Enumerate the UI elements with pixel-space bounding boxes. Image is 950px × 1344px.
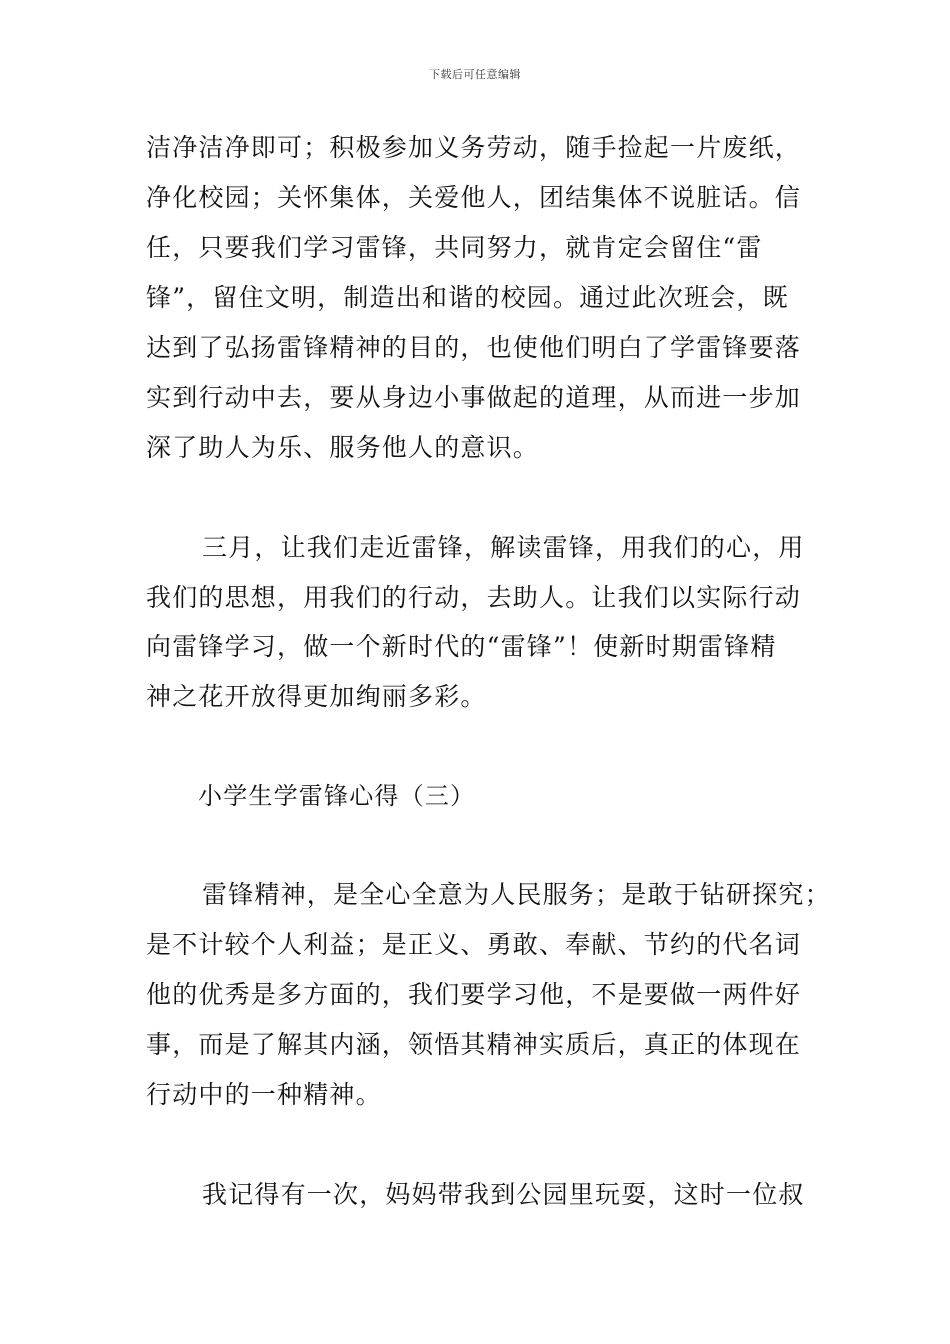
- paragraph-1-line-7: 深了助人为乐、服务他人的意识。: [146, 433, 540, 462]
- paragraph-2-line-2: 我们的思想，用我们的行动，去助人。让我们以实际行动: [146, 583, 802, 612]
- paragraph-3-line-2: 是不计较个人利益；是正义、勇敢、奉献、节约的代名词: [146, 930, 802, 959]
- paragraph-3-line-3: 他的优秀是多方面的，我们要学习他，不是要做一两件好: [146, 980, 802, 1009]
- paragraph-3-line-4: 事，而是了解其内涵，领悟其精神实质后，真正的体现在: [146, 1030, 802, 1059]
- paragraph-4-line-1: 我记得有一次，妈妈带我到公园里玩耍，这时一位叔: [202, 1180, 805, 1209]
- paragraph-1-line-5: 达到了弘扬雷锋精神的目的，也使他们明白了学雷锋要落: [146, 333, 802, 362]
- paragraph-2-line-4: 神之花开放得更加绚丽多彩。: [146, 682, 487, 711]
- section-heading: 小学生学雷锋心得（三）: [198, 782, 476, 810]
- page-header: 下载后可任意编辑: [429, 68, 521, 81]
- paragraph-2-line-3: 向雷锋学习，做一个新时代的“雷锋”！使新时期雷锋精: [146, 632, 777, 661]
- paragraph-3-line-5: 行动中的一种精神。: [146, 1080, 382, 1109]
- paragraph-1-line-6: 实到行动中去，要从身边小事做起的道理，从而进一步加: [146, 383, 802, 412]
- paragraph-1-line-1: 洁净洁净即可；积极参加义务劳动，随手捡起一片废纸，: [146, 133, 802, 162]
- paragraph-2-line-1: 三月，让我们走近雷锋，解读雷锋，用我们的心，用: [202, 533, 805, 562]
- paragraph-1-line-3: 任，只要我们学习雷锋，共同努力，就肯定会留住“雷: [146, 233, 763, 262]
- paragraph-1-line-2: 净化校园；关怀集体，关爱他人，团结集体不说脏话。信: [146, 183, 802, 212]
- paragraph-1-line-4: 锋”，留住文明，制造出和谐的校园。通过此次班会，既: [146, 283, 789, 312]
- paragraph-3-line-1: 雷锋精神，是全心全意为人民服务；是敢于钻研探究；: [202, 880, 831, 909]
